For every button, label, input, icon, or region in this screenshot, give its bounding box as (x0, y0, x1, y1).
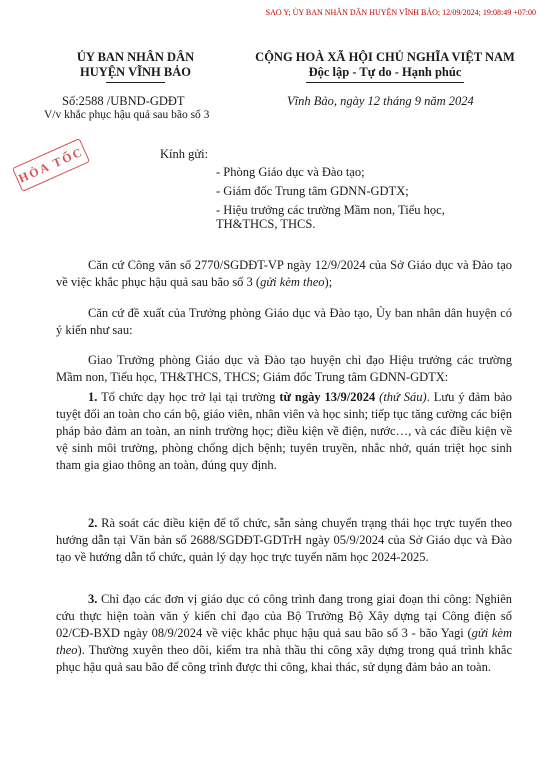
paragraph-text: ). Thường xuyên theo dõi, kiểm tra nhà thầu thi công xây dựng trong quá trình khắc phục hậu quả sau bão để công trình được thi công, khai thác, sử dụng đảm bảo an toàn. (56, 643, 512, 674)
paragraph-italic: gửi kèm theo (260, 275, 325, 289)
document-subject: V/v khắc phục hậu quả sau bão số 3 (44, 109, 210, 121)
motto-underline (306, 82, 464, 83)
issuing-agency (48, 50, 223, 80)
agency-line-1: ỦY BAN NHÂN DÂN (76, 50, 195, 64)
paragraph-italic: gửi kèm theo (56, 626, 512, 657)
paragraph-text: ); (324, 275, 333, 289)
place-and-date: Vĩnh Bảo, ngày 12 tháng 9 năm 2024 (287, 94, 474, 108)
paragraph-text: Căn cứ đề xuất của Trưởng phòng Giáo dục và Đào tạo, Ủy ban nhân dân huyện có ý kiến như sau: (56, 306, 512, 337)
paragraph-item-3 (56, 591, 512, 676)
national-motto (245, 50, 525, 80)
nation-line-1: CỘNG HOÀ XÃ HỘI CHỦ NGHĨA VIỆT NAM (255, 50, 515, 64)
recipients-label: Kính gửi: (160, 147, 209, 161)
paragraph-item-1 (56, 389, 512, 474)
nation-line-2: Độc lập - Tự do - Hạnh phúc (308, 65, 462, 79)
paragraph-assignment (56, 352, 512, 386)
paragraph-item-2 (56, 515, 512, 566)
recipient-item: - Giám đốc Trung tâm GDNN-GDTX; (216, 184, 409, 198)
agency-underline (106, 82, 165, 83)
paragraph-basis-1 (56, 257, 512, 291)
recipient-item: TH&THCS, THCS. (216, 217, 316, 231)
paragraph-text: Rà soát các điều kiện để tổ chức, sẵn sàng chuyển trạng thái học trực tuyến theo hướng dẫn tại Văn bản số 2688/SGDĐT-GDTrH ngày 05/9/2024 của Sở Giáo dục và Đào tạo về hướng dẫn tổ chức, quản lý dạy học trực tuyến năm học 2024-2025. (56, 516, 512, 564)
item-number: 3. (88, 592, 98, 606)
urgent-stamp (12, 138, 90, 192)
document-number: Số:2588 /UBND-GDĐT (62, 94, 185, 108)
paragraph-text: Căn cứ Công văn số 2770/SGDĐT-VP ngày 12/9/2024 của Sở Giáo dục và Đào tạo về việc khắc phục hậu quả sau bão số 3 ( (56, 258, 512, 289)
paragraph-text: Giao Trưởng phòng Giáo dục và Đào tạo huyện chỉ đạo Hiệu trưởng các trường Mầm non, Tiểu học, TH&THCS, THCS; Giám đốc Trung tâm GDNN-GDTX: (56, 353, 512, 384)
recipient-item: - Phòng Giáo dục và Đào tạo; (216, 165, 365, 179)
paragraph-text: . Lưu ý đảm bảo tuyệt đối an toàn cho cán bộ, giáo viên, nhân viên và học sinh; tiếp tục tăng cường các biện pháp bảo đảm an toàn, an ninh trường học; điều kiện về điện, nước…, và các điều kiện về vệ sinh môi trường, phòng chống dịch bệnh; tuyên truyền, nhắc nhở, quán triệt học sinh tham gia giao thông an toàn, đúng quy định. (56, 390, 512, 472)
digital-signature-stamp: SAO Y; ỦY BAN NHÂN DÂN HUYỆN VĨNH BẢO; 12/09/2024; 19:08:49 +07:00 (265, 8, 536, 17)
paragraph-text: Chỉ đạo các đơn vị giáo dục có công trình đang trong giai đoạn thi công: Nghiên cứu thực hiện toàn văn ý kiến chỉ đạo của Bộ Trưởng Bộ Xây dựng tại Công điện số 02/CĐ-BXD ngày 08/9/2024 về việc khắc phục hậu quả sau bão số 3 - bão Yagi ( (56, 592, 512, 640)
paragraph-text: Tổ chức dạy học trở lại tại trường (97, 390, 280, 404)
urgent-stamp-label: HỎA TỐC (16, 144, 86, 186)
item-number: 2. (88, 516, 98, 530)
paragraph-italic: (thứ Sáu) (375, 390, 427, 404)
item-number: 1. (88, 390, 98, 404)
paragraph-basis-2 (56, 305, 512, 339)
paragraph-bold: từ ngày 13/9/2024 (279, 390, 376, 404)
agency-line-2: HUYỆN VĨNH BẢO (80, 65, 191, 79)
recipient-item: - Hiệu trưởng các trường Mầm non, Tiểu học, (216, 203, 445, 217)
